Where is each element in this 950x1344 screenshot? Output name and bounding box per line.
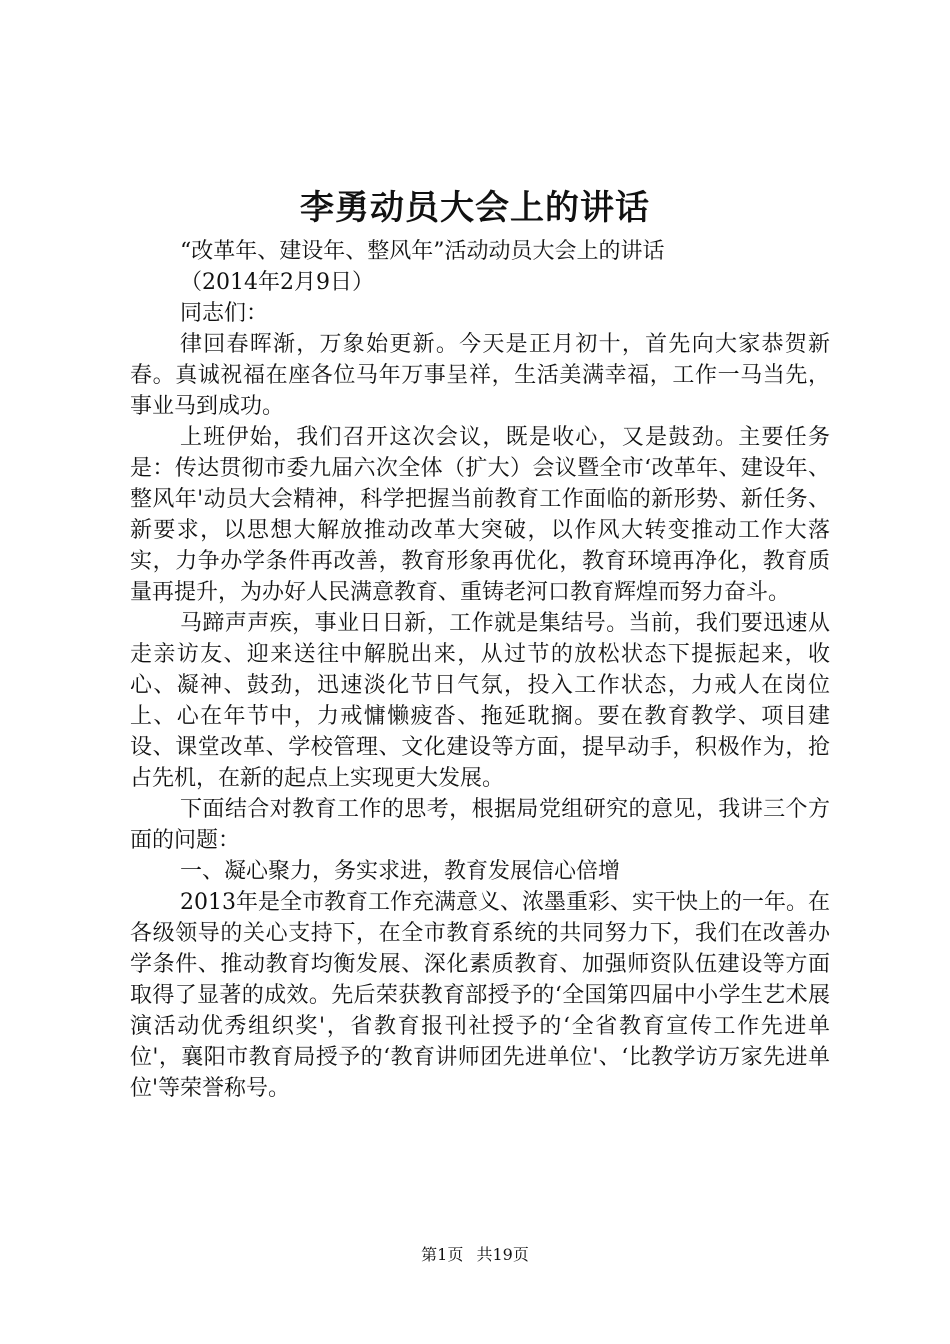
- speech-heading: “改革年、建设年、整风年”活动动员大会上的讲话: [180, 239, 665, 264]
- body-paragraph: 上班伊始，我们召开这次会议，既是收心，又是鼓劲。主要任务是：传达贯彻市委九届六次全体（扩大）会议暨全市‘改革年、建设年、整风年'动员大会精神，科学把握当前教育工作面临的新形势、新任务、新要求，以思想大解放推动改革大突破，以作风大转变推动工作大落实，力争办学条件再改善，教育形象再优化，教育环境再净化，教育质量再提升，为办好人民满意教育、重铸老河口教育辉煌而努力奋斗。: [130, 425, 830, 605]
- section-heading: 一、凝心聚力，务实求进，教育发展信心倍增: [180, 859, 621, 884]
- body-paragraph: 2013年是全市教育工作充满意义、浓墨重彩、实干快上的一年。在各级领导的关心支持下，在全市教育系统的共同努力下，我们在改善办学条件、推动教育均衡发展、深化素质教育、加强师资队伍建设等方面取得了显著的成效。先后荣获教育部授予的‘全国第四届中小学生艺术展演活动优秀组织奖'，省教育报刊社授予的‘全省教育宣传工作先进单位'，襄阳市教育局授予的‘教育讲师团先进单位'、‘比教学访万家先进单位'等荣誉称号。: [130, 890, 830, 1101]
- body-paragraph: 马蹄声声疾，事业日日新，工作就是集结号。当前，我们要迅速从走亲访友、迎来送往中解脱出来，从过节的放松状态下提振起来，收心、凝神、鼓劲，迅速淡化节日气氛，投入工作状态，力戒人在岗位上、心在年节中，力戒慵懒疲沓、拖延耽搁。要在教育教学、项目建设、课堂改革、学校管理、文化建设等方面，提早动手，积极作为，抢占先机，在新的起点上实现更大发展。: [130, 611, 830, 791]
- salutation: 同志们：: [180, 301, 269, 326]
- speech-date: （2014年2月9日）: [180, 270, 374, 295]
- body-paragraph: 律回春晖渐，万象始更新。今天是正月初十，首先向大家恭贺新春。真诚祝福在座各位马年万事呈祥，生活美满幸福，工作一马当先，事业马到成功。: [130, 332, 830, 419]
- current-page-number: 第1页: [421, 1245, 464, 1264]
- document-body: [130, 236, 830, 1104]
- document-title: 李勇动员大会上的讲话: [300, 188, 650, 228]
- body-paragraph: 下面结合对教育工作的思考，根据局党组研究的意见，我讲三个方面的问题：: [130, 797, 830, 853]
- page-footer: [0, 1244, 950, 1266]
- total-page-count: 共19页: [476, 1245, 529, 1264]
